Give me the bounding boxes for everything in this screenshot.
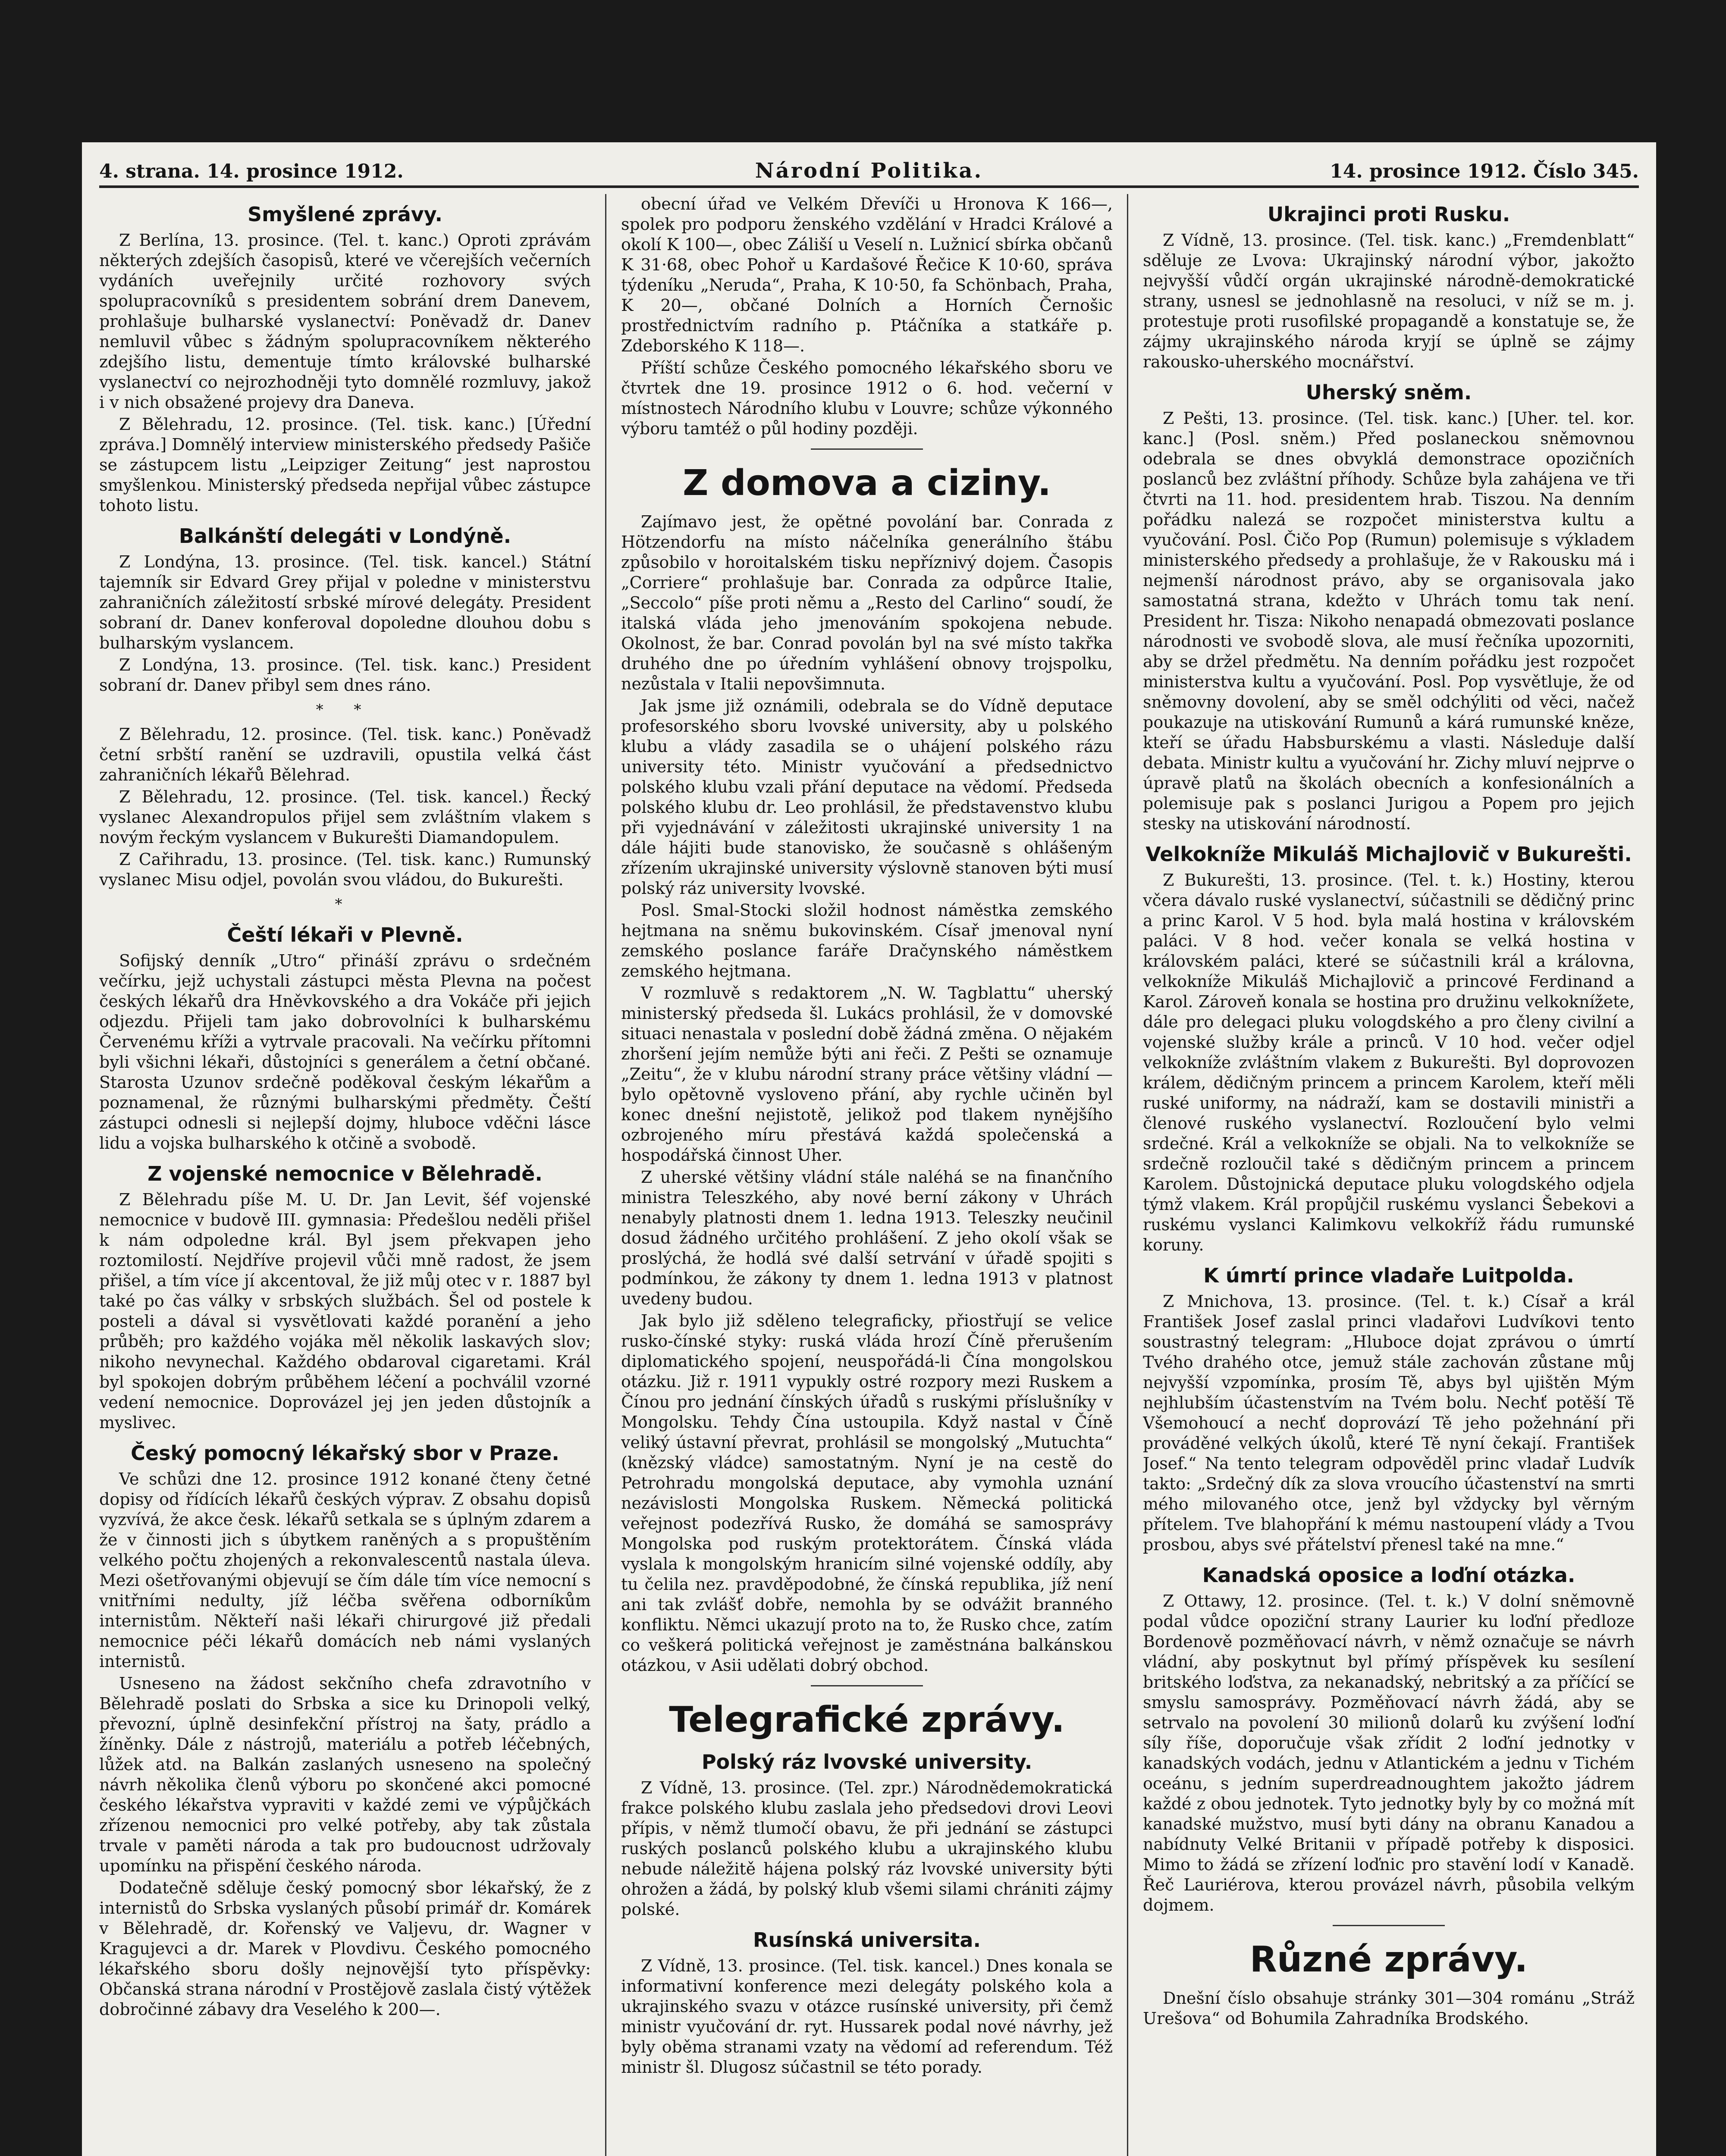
paragraph: Z Pešti, 13. prosince. (Tel. tisk. kanc.) [Uher. tel. kor. kanc.] (Posl. sněm.) Před poslaneckou sněmovnou odebrala se dnes obvyklá demonstrace opozičních poslanců bez zvláštní příhody. Schůze byla zahájena ve tři čtvrti na 11. hod. presidentem hrab. Tiszou. Na denním pořádku nalezá se rozpočet ministerstva kultu a vyučování. Posl. Čičo Pop (Rumun) polemisuje s výkladem ministerského předsedy a prohlašuje, že v Rakousku má i nejmenší národnost právo, aby se organisovala jako samostatná strana, kdežto v Uhrách tomu tak není. President hr. Tisza: Nikoho nenapadá obmezovati poslance národnosti ve svobodě slova, ale musí řečníka upozorniti, aby se držel předmětu. Na denním pořádku jest rozpočet ministerstva kultu a vyučování. Posl. Pop vysvětluje, že od sněmovny dovolení, aby se směl odchýliti od věci, načež poukazuje na utiskování Rumunů a kárá rumunské kněze, kteří se úřadu Habsburskému a vlasti. Následuje další debata. Ministr kultu a vyučování hr. Zichy mluví nejprve o úpravě platů na školách obecních a konfesionálních a polemisuje pak s poslanci Jurigou a Popem pro jejich stesky na utiskování národností.	[1143, 409, 1635, 833]
paragraph: Jak bylo již sděleno telegraficky, přiostřují se velice rusko-čínské styky: ruská vláda hrozí Číně přerušením diplomatického spojení, neuspořádá-li Čína mongolskou otázku. Již r. 1911 vypukly ostré rozpory mezi Ruskem a Čínou pro jednání čínských úřadů s ruskými příslušníky v Mongolsku. Tehdy Čína ustoupila. Když nastal v Číně veliký ústavní převrat, prohlásil se mongolský „Mutuchta“ (knězský vládce) samostatným. Nyní je na cestě do Petrohradu mongolská deputace, aby vymohla uznání nezávislosti Mongolska Ruskem. Německá politická veřejnost podezřívá Rusko, že domáhá se samosprávy Mongolska pod ruským protektorátem. Čínská vláda vyslala k mongolským hranicím silné vojenské oddíly, aby tu čelila nez. pravděpodobné, že čínská republika, jíž není ani tak zvlášť dobře, nemohla by se odvážit branného konfliktu. Němci ukazují proto na to, že Rusko chce, zatím co veškerá politická veřejnost je zaměstnána balkánskou otázkou, v Asii udělati dobrý obchod.	[621, 1311, 1113, 1675]
masthead-title: Národní Politika.	[755, 159, 983, 183]
paragraph: Z Vídně, 13. prosince. (Tel. zpr.) Národnědemokratická frakce polského klubu zaslala jeho předsedovi drovi Leovi přípis, v němž tlumočí obavu, že při jednání se zástupci ruských poslanců polského klubu a ukrajinského klubu nebude náležitě hájena polský ráz lvovské university býti ohrožen a žádá, by polský klub všemi silami chrániti zájmy polské.	[621, 1778, 1113, 1919]
article-heading: Rusínská universita.	[753, 1928, 981, 1952]
paragraph: Jak jsme již oznámili, odebrala se do Vídně deputace profesorského sboru lvovské university, aby u polského klubu a vlády zasadila se o uhájení polského rázu university této. Ministr vyučování a předsednictvo polského klubu vzali přání deputace na vědomí. Předseda polského klubu dr. Leo prohlásil, že představenstvo klubu při vyjednávání v záležitosti ukrajinské university 1 na dále hájiti bude stanovisko, že současně s ohlášeným zřízením ukrajinské university výslovně stanoven býti musí polský ráz university lvovské.	[621, 696, 1113, 898]
page-header	[99, 155, 1639, 188]
paragraph: Usneseno na žádost sekčního chefa zdravotního v Bělehradě poslati do Srbska a sice ku Drinopoli velký, převozní, úplně desinfekční přístroj na šaty, prádlo a žíněnky. Dále z nástrojů, materiálu a potřeb léčebných, lůžek atd. na Balkán zaslaných usneseno na společný návrh několika členů výboru po skončené akci pomocné českého lékařstva vypraviti v každé zemi ve výpůjčkách zřízenou nemocnici pro velké potřeby, aby tak zůstala trvale v paměti národa a tak pro budoucnost udržovaly upomínku na přispění českého národa.	[99, 1674, 591, 1875]
paragraph: Z Bělehradu píše M. U. Dr. Jan Levit, šéf vojenské nemocnice v budově III. gymnasia: Předešlou neděli přišel k nám odpoledne král. Byl jsem překvapen jeho roztomilostí. Nejdříve projevil vůči mně radost, že jsem přišel, a tím více jí akcentoval, že již můj otec v r. 1887 byl také po čas války v srbských službách. Šel od postele k posteli a dával si vysvětlovati každé poranění a jeho průběh; pro každého vojáka měl několik laskavých slov; nikoho nevynechal. Každého obdaroval cigaretami. Král byl spokojen dobrým průběhem léčení a pochválil vzorné vedení nemocnice. Doprovázel jej jen jeden důstojník a myslivec.	[99, 1190, 591, 1432]
paragraph: Ve schůzi dne 12. prosince 1912 konané čteny četné dopisy od řídících lékařů českých výprav. Z obsahu dopisů vyzvívá, že akce česk. lékařů setkala se s úplným zdarem a že v činnosti jich s úbytkem raněných a s propuštěním velkého počtu zhojených a rekonvalescentů nastala úleva. Mezi ošetřovanými objevují se čím dále tím více nemocní s vnitřními nedulty, jíž léčba svěřena odborníkům internistům. Někteří naši lékaři chirurgové již předali nemocnice péči lékařů domácích neb námi vyslaných internistů.	[99, 1470, 591, 1671]
paragraph: Z Mnichova, 13. prosince. (Tel. t. k.) Císař a král František Josef zaslal princi vladařovi Ludvíkovi tento soustrastný telegram: „Hluboce dojat zprávou o úmrtí Tvého drahého otce, jemuž stále zachován zůstane můj nejvyšší vzpomínka, prosím Tě, abys byl ujištěn Mým nejhlubším účastenstvím na Tvém bolu. Nechť potěší Tě Všemohoucí a nechť doprovází Tě jeho požehnání při prováděné velkých úkolů, které Tě nyní čekají. František Josef.“ Na tento telegram odpověděl princ vladař Ludvík takto: „Srdečný dík za slova vroucího účastenství na smrti mého milovaného otce, jenž byl vždycky byl věrným přítelem. Tve blahopřání k mému nastoupení vlády a Tvou prosbou, abys své přátelství přenesl také na mne.“	[1143, 1292, 1635, 1554]
paragraph: Z Bělehradu, 12. prosince. (Tel. tisk. kanc.) [Úřední zpráva.] Domnělý interview ministerského předsedy Pašiče se zástupcem listu „Leipziger Zeitung“ jest naprostou smyšlenkou. Ministerský předseda nepřijal vůbec zástupce tohoto listu.	[99, 415, 591, 515]
paragraph: Z uherské většiny vládní stále naléhá se na finančního ministra Teleszkého, aby nové berní zákony v Uhrách nenabyly platnosti dnem 1. ledna 1913. Teleszky neučinil dosud žádného určitého prohlášení. Z jeho okolí však se proslýchá, že hodlá své další setrvání v úřadě spojiti s podmínkou, že zákony ty dnem 1. ledna 1913 v platnost uvedeny budou.	[621, 1168, 1113, 1308]
column-rule	[605, 194, 606, 2156]
article-heading: Smyšlené zprávy.	[247, 203, 442, 226]
article-heading: Uherský sněm.	[1305, 381, 1472, 404]
paragraph: Dodatečně sděluje český pomocný sbor lékařský, že z internistů do Srbska vyslaných působí primář dr. Komárek v Bělehradě, dr. Kořenský ve Valjevu, dr. Wagner v Kragujevci a dr. Marek v Plovdivu. Českého pomocného lékařského sboru došly nejnovější tyto příspěvky: Občanská strana národní v Prostějově zaslala čistý výtěžek dobročinné zábavy dra Veselého k 200—.	[99, 1878, 591, 2019]
section-divider	[1333, 1925, 1445, 1926]
article-heading: Kanadská oposice a loďní otázka.	[1202, 1564, 1575, 1587]
paragraph: Příští schůze Českého pomocného lékařského sboru ve čtvrtek dne 19. prosince 1912 o 6. hod. večerní v místnostech Národního klubu v Louvre; schůze výkonného výboru tamtéž o půl hodiny později.	[621, 358, 1113, 438]
paragraph: Z Bělehradu, 12. prosince. (Tel. tisk. kancel.) Řecký vyslanec Alexandropulos přijel sem zvláštním vlakem s novým řeckým vyslancem v Bukurešti Diamandopulem.	[99, 787, 591, 847]
paragraph: Sofijský denník „Utro“ přináší zprávu o srdečném večírku, jejž uchystali zástupci města Plevna na počest českých lékařů dra Hněvkovského a dra Vokáče při jejich odjezdu. Přijeli tam jako dobrovolníci k bulharskému Červenému kříži a vytrvale pracovali. Na večírku přítomni byli všichni lékaři, důstojníci s generálem a četní občané. Starosta Uzunov srdečně poděkoval českým lékařům a poznamenal, že různými bulharskými předměty. Čeští zástupci odnesli si nejlepší dojmy, hluboce vděčni lásce lidu a vojska bulharského k otčině a svobodě.	[99, 951, 591, 1153]
section-heading: Z domova a ciziny.	[682, 463, 1051, 504]
paragraph: Z Vídně, 13. prosince. (Tel. tisk. kanc.) „Fremdenblatt“ sděluje ze Lvova: Ukrajinský národní výbor, jakožto nejvyšší vůdčí orgán ukrajinské národně-demokratické strany, usnesl se jednohlasně na resoluci, v níž se m. j. protestuje proti rusofilské propagandě a konstatuje se, že zájmy ukrajinského národa kryjí se úplně se zájmy rakousko-uherského mocnářství.	[1143, 231, 1635, 371]
article-heading: Český pomocný lékařský sbor v Praze.	[131, 1442, 559, 1465]
article-heading: Z vojenské nemocnice v Bělehradě.	[147, 1162, 543, 1185]
paragraph: Z Londýna, 13. prosince. (Tel. tisk. kanc.) President sobraní dr. Danev přibyl sem dnes ráno.	[99, 655, 591, 695]
header-date-left: 4. strana. 14. prosince 1912.	[99, 160, 404, 182]
article-heading: Čeští lékaři v Plevně.	[227, 923, 463, 946]
section-heading: Telegrafické zprávy.	[669, 1699, 1065, 1740]
paragraph: Zajímavo jest, že opětné povolání bar. Conrada z Hötzendorfu na místo náčelníka generálního štábu způsobilo v horoitalském tisku nepříznivý dojem. Časopis „Corriere“ prohlašuje bar. Conrada za odpůrce Italie, „Seccolo“ píše proti němu a „Resto del Carlino“ soudí, že italská vláda jeho jmenováním spokojena nebude. Okolnost, že bar. Conrad povolán byl na své místo takřka druhého dne po úředním vyhlášení obnovy trojspolku, nezůstala v Italii nepovšimnuta.	[621, 512, 1113, 693]
article-heading: K úmrtí prince vladaře Luitpolda.	[1203, 1264, 1574, 1287]
paragraph: Z Berlína, 13. prosince. (Tel. t. kanc.) Oproti zprávám některých zdejších časopisů, které ve včerejších večerních vydáních uveřejnily určité rozhovory svých spolupracovníků s presidentem sobrání drem Danevem, prohlašuje bulharské vyslanectví: Poněvadž dr. Danev nemluvil vůbec s žádným spolupracovníkem některého zdejšího listu, dementuje tímto královské bulharské vyslanectví co nejrozhodněji tyto domnělé rozmluvy, jakož i v nich obsažené projevy dra Daneva.	[99, 231, 591, 412]
paragraph: V rozmluvě s redaktorem „N. W. Tagblattu“ uherský ministerský předseda šl. Lukács prohlásil, že v domovské situaci nenastala v poslední době žádná změna. O nějakém zhoršení jejím nemůže býti ani řeči. Z Pešti se oznamuje „Zeitu“, že v klubu národní strany práce většiny vládní — bylo opětovně vysloveno přání, aby rychle učiněn byl konec dnešní nejistotě, jelikož pod tlakem nynějšího ozbrojeného míru přestává každá společenská a hospodářská činnost Uher.	[621, 984, 1113, 1165]
column-1	[99, 194, 591, 2156]
section-heading: Různé zprávy.	[1249, 1939, 1528, 1980]
article-heading: Velkokníže Mikuláš Michajlovič v Bukurešti.	[1145, 843, 1632, 866]
column-rule	[1127, 194, 1128, 2156]
paragraph: Z Bukurešti, 13. prosince. (Tel. t. k.) Hostiny, kterou včera dávalo ruské vyslanectví, súčastnili se dědičný princ a princ Karol. V 5 hod. byla malá hostina v královském paláci. V 8 hod. večer konala se velká hostina v královském paláci, které se súčastnili král a královna, velkokníže Mikuláš Michajlovič a princové Ferdinand a Karol. Zároveň konala se hostina pro družinu velkoknížete, dále pro delegaci pluku vologdského a pro členy civilní a vojenské služby krále a princů. V 10 hod. večer odjel velkokníže zvláštním vlakem z Bukurešti. Byl doprovozen králem, dědičným princem a princem Karolem, kteří měli ruské uniformy, na nádraží, kam se dostavili ministři a členové ruského vyslanectví. Rozloučení bylo velmi srdečné. Král a velkokníže se objali. Na to velkokníže se srdečně rozloučil také s dědičným princem a princem Karolem. Důstojnická deputace pluku vologdského odjela týmž vlakem. Král propůjčil ruskému vyslanci Šebekovi a ruskému vyslanci Kalimkovu velkokříž řádu rumunské koruny.	[1143, 871, 1635, 1254]
article-heading: Polský ráz lvovské university.	[701, 1750, 1032, 1774]
paragraph: Dnešní číslo obsahuje stránky 301—304 románu „Stráž Urešova“ od Bohumila Zahradníka Brodského.	[1143, 1989, 1635, 2028]
paragraph: Posl. Smal-Stocki složil hodnost náměstka zemského hejtmana na sněmu bukovinském. Císař jmenoval nyní zemského poslance faráře Dračynského náměstkem zemského hejtmana.	[621, 901, 1113, 981]
section-divider	[811, 1685, 923, 1686]
separator-star: *	[335, 896, 355, 913]
column-2	[621, 194, 1113, 2156]
paragraph: obecní úřad ve Velkém Dřevíči u Hronova K 166—, spolek pro podporu ženského vzdělání v Hradci Králové a okolí K 100—, obec Záliší u Veselí n. Lužnicí sbírka občanů K 31·68, obec Pohoř u Kardašové Řečice K 10·60, správa týdeníku „Neruda“, Praha, K 10·50, fa Schönbach, Praha, K 20—, občané Dolních a Horních Černošic prostřednictvím radního p. Ptáčníka a statkáře p. Zdeborského K 118—.	[621, 194, 1113, 355]
paragraph: Z Cařihradu, 13. prosince. (Tel. tisk. kanc.) Rumunský vyslanec Misu odjel, povolán svou vládou, do Bukurešti.	[99, 850, 591, 889]
column-3	[1143, 194, 1635, 2156]
article-heading: Balkánští delegáti v Londýně.	[179, 524, 512, 548]
paragraph: Z Bělehradu, 12. prosince. (Tel. tisk. kanc.) Poněvadž četní srbští ranění se uzdravili, opustila velká část zahraničních lékařů Bělehrad.	[99, 725, 591, 784]
paragraph: Z Ottawy, 12. prosince. (Tel. t. k.) V dolní sněmovně podal vůdce opoziční strany Laurier ku loďní předloze Bordenově pozměňovací návrh, v němž označuje se návrh vládní, aby poskytnut byl přímý příspěvek ku sesílení britského loďstva, za nekanadský, nebritský a za příčící se smyslu samosprávy. Pozměňovací návrh žádá, aby se setrvalo na povolení 30 milionů dolarů ku zvýšení loďní síly říše, doporučuje však zřídit 2 loďní jednotky v kanadských vodách, jednu v Atlantickém a jednu v Tichém oceánu, s jedním superdreadnoughtem jakožto jádrem každé z obou jednotek. Tyto jednotky byly by co možná mít kanadské mužstvo, musí byti dány na obranu Kanadou a nabídnuty Velké Britanii v případě potřeby k disposici. Mimo to žádá se zřízení loďnic pro stavění lodí v Kanadě. Řeč Lauriérova, kterou provázel návrh, působila velkým dojmem.	[1143, 1592, 1635, 1915]
paragraph: Z Londýna, 13. prosince. (Tel. tisk. kancel.) Státní tajemník sir Edvard Grey přijal v poledne v ministerstvu zahraničních záležitostí srbské mírové delegáty. President sobraní dr. Danev konferoval dopoledne dlouhou dobu s bulharským vyslancem.	[99, 552, 591, 652]
section-divider	[811, 448, 923, 450]
header-issue-right: 14. prosince 1912. Číslo 345.	[1330, 160, 1639, 182]
separator-stars: * *	[316, 701, 374, 718]
article-heading: Ukrajinci proti Rusku.	[1267, 203, 1510, 226]
paragraph: Z Vídně, 13. prosince. (Tel. tisk. kancel.) Dnes konala se informativní konference mezi delegáty polského kola a ukrajinského svazu v otázce rusínské university, při čemž ministr vyučování dr. ryt. Hussarek podal nové návrhy, jež byly oběma stranami vzaty na vědomí ad referendum. Též ministr šl. Dlugosz súčastnil se této porady.	[621, 1956, 1113, 2077]
newspaper-page	[82, 142, 1656, 2156]
